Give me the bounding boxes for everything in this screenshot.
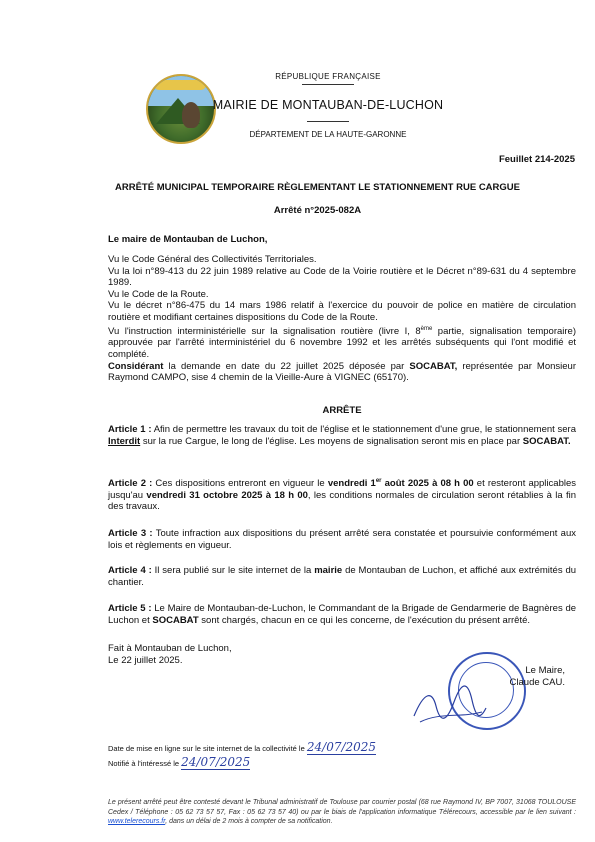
vu-block (108, 254, 576, 384)
article-label: Article 3 : (108, 528, 153, 539)
intro-line: Le maire de Montauban de Luchon, (108, 234, 268, 245)
start-date: vendredi 1er août 2025 à 08 h 00 (327, 478, 474, 490)
article-4: Article 4 : Il sera publié sur le site internet de la mairie de Montauban de Luchon, et affiché aux extrémités du chantier. (108, 565, 577, 588)
article-label: Article 5 : (108, 603, 152, 614)
end-date: vendredi 31 octobre 2025 à 18 h 00 (146, 489, 308, 501)
publication-online: Date de mise en ligne sur le site internet de la collectivité le 24/07/2025 (108, 740, 377, 754)
article-label: Article 1 : (108, 424, 152, 435)
article-3: Article 3 : Toute infraction aux dispositions du présent arrêté sera constatée et poursuivie conformément aux lois et règlements en vigueur. (108, 528, 576, 551)
feuillet-number: Feuillet 214-2025 (498, 154, 575, 165)
vu-item: Vu la loi n°89-413 du 22 juin 1989 relative au Code de la Voirie routière et le Décret n°89-631 du 4 septembre 1989. (108, 265, 576, 289)
publication-notified: Notifié à l'intéressé le 24/07/2025 (108, 755, 251, 769)
fait-date: Le 22 juillet 2025. (108, 654, 183, 666)
telerecours-link[interactable]: www.telerecours.fr (108, 818, 166, 825)
fait-place: Fait à Montauban de Luchon, (108, 643, 232, 654)
article-label: Article 2 : (108, 478, 153, 490)
republic-label: RÉPUBLIQUE FRANÇAISE (275, 72, 381, 81)
handwritten-date: 24/07/2025 (306, 740, 377, 754)
department-label: DÉPARTEMENT DE LA HAUTE-GARONNE (249, 130, 407, 139)
considerant-label: Considérant (108, 360, 164, 372)
vu-item: Vu l'instruction interministérielle sur la signalisation routière (livre I, 8ème partie, signalisation temporaire) approuvée par l'arrêté interministériel du 6 novembre 1992 et les arrêtés subséquents qui l'ont modifié et complété. (108, 325, 576, 360)
signature-block (510, 665, 565, 688)
divider (307, 121, 349, 122)
company-name: SOCABAT, (409, 360, 458, 372)
signature-scribble (410, 672, 490, 732)
article-1: Article 1 : Afin de permettre les travaux du toit de l'église et le stationnement d'une grue, le stationnement sera Interdit sur la rue Cargue, le long de l'église. Les moyens de signalisation seront mis en place par SOCABAT. (108, 424, 576, 447)
company-name: SOCABAT. (522, 435, 571, 447)
considerant-item: Considérant la demande en date du 22 juillet 2025 déposée par SOCABAT, représentée par Monsieur Raymond CAMPO, sise 4 chemin de la Vieille-Aure à VIGNEC (65170). (108, 360, 577, 384)
signature-name: Claude CAU. (509, 676, 565, 688)
vu-item: Vu le Code Général des Collectivités Territoriales. (108, 254, 317, 265)
article-label: Article 4 : (108, 565, 152, 576)
company-name: SOCABAT (152, 614, 199, 626)
divider (302, 84, 354, 85)
arrete-number: Arrêté n°2025-082A (273, 205, 362, 216)
document-title: ARRÊTÉ MUNICIPAL TEMPORAIRE RÈGLEMENTANT LE STATIONNEMENT RUE CARGUE (115, 182, 520, 193)
vu-item: Vu le Code de la Route. (108, 288, 209, 300)
logo-banner (154, 80, 206, 90)
vu-item: Vu le décret n°86-475 du 14 mars 1986 relatif à l'exercice du pouvoir de police en matière de circulation routière et modifiant certaines dispositions du Code de la Route. (108, 300, 576, 323)
arrete-heading: ARRÊTE (322, 405, 362, 416)
article-5: Article 5 : Le Maire de Montauban-de-Luchon, le Commandant de la Brigade de Gendarmerie de Bagnères de Luchon et SOCABAT sont chargés, chacun en ce qui les concerne, de l'exécution du présent arrêté. (108, 603, 577, 626)
handwritten-date: 24/07/2025 (181, 755, 251, 769)
article-2: Article 2 : Ces dispositions entreront en vigueur le vendredi 1er août 2025 à 08 h 00 et resteront applicables jusqu'au vendredi 31 octobre 2025 à 18 h 00, les conditions normales de circulation seront rétablies à la fin des travaux. (108, 478, 576, 513)
signature-role: Le Maire, (525, 665, 565, 676)
legal-footer: Le présent arrêté peut être contesté devant le Tribunal administratif de Toulouse par courrier postal (68 rue Raymond IV, BP 7007, 31068 TOULOUSE Cedex / Téléphone : 05 62 73 57 57, Fax : 05 62 73 57 40) ou par le biais de l'application informatique Télérecours, accessible par le lien suivant : www.telerecours.fr, dans un délai de 2 mois à compter de sa notification. (108, 799, 576, 825)
interdit-word: Interdit (108, 435, 141, 447)
mairie-title: MAIRIE DE MONTAUBAN-DE-LUCHON (212, 98, 444, 112)
